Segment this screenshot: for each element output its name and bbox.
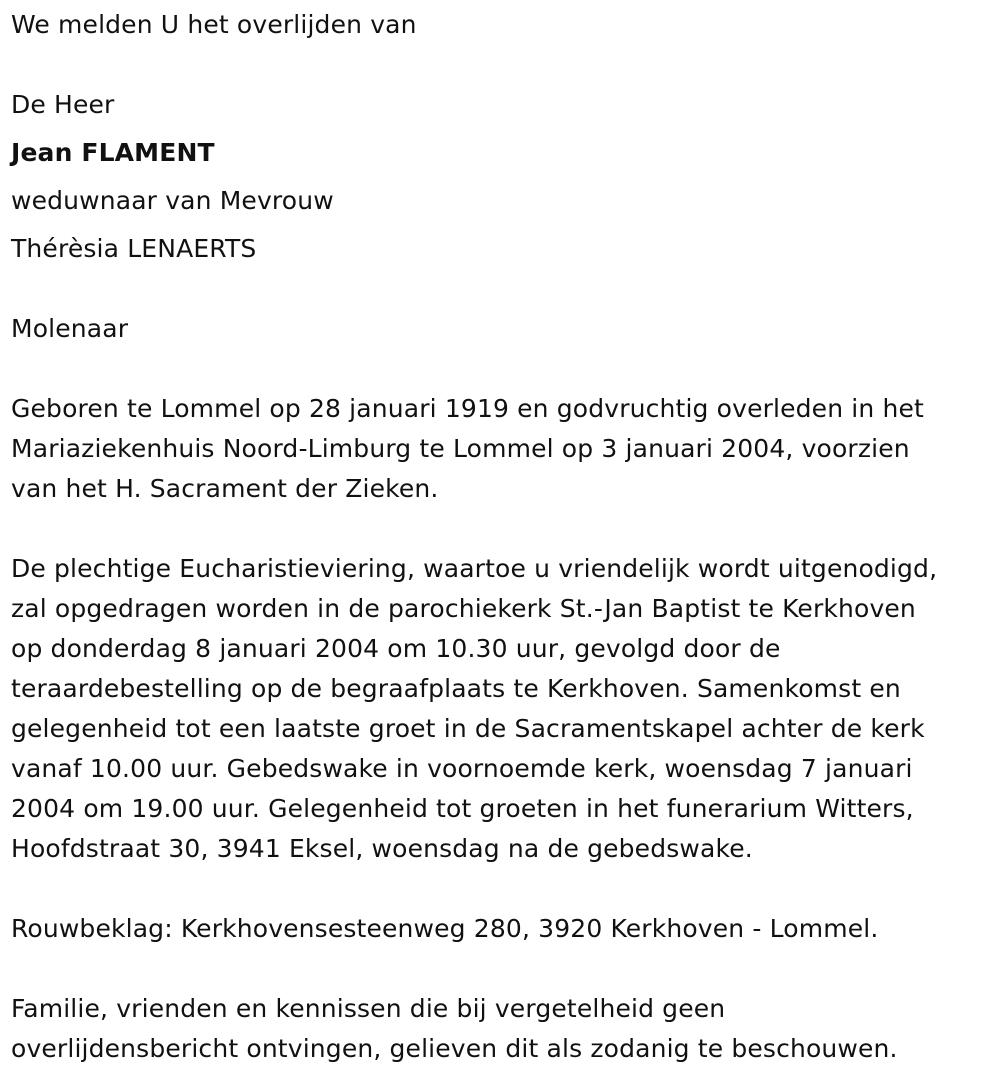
intro-text: We melden U het overlijden van bbox=[11, 10, 417, 39]
birth-death-line: Mariaziekenhuis Noord-Limburg te Lommel op 3 januari 2004, voorzien bbox=[11, 434, 910, 463]
ceremony-line: vanaf 10.00 uur. Gebedswake in voornoemde kerk, woensdag 7 januari bbox=[11, 754, 913, 783]
ceremony-line: teraardebestelling op de begraafplaats te Kerkhoven. Samenkomst en bbox=[11, 674, 901, 703]
birth-death-line: van het H. Sacrament der Zieken. bbox=[11, 474, 439, 503]
birth-death-line: Geboren te Lommel op 28 januari 1919 en godvruchtig overleden in het bbox=[11, 394, 924, 423]
ceremony-line: 2004 om 19.00 uur. Gelegenheid tot groeten in het funerarium Witters, bbox=[11, 794, 914, 823]
ceremony-line: Hoofdstraat 30, 3941 Eksel, woensdag na de gebedswake. bbox=[11, 834, 753, 863]
ceremony-line: zal opgedragen worden in de parochiekerk St.-Jan Baptist te Kerkhoven bbox=[11, 594, 916, 623]
deceased-title: De Heer bbox=[11, 90, 115, 119]
ceremony-line: De plechtige Eucharistieviering, waartoe u vriendelijk wordt uitgenodigd, bbox=[11, 554, 938, 583]
occupation: Molenaar bbox=[11, 314, 129, 343]
condolence-address: Rouwbeklag: Kerkhovensesteenweg 280, 3920 Kerkhoven - Lommel. bbox=[11, 914, 879, 943]
ceremony-line: gelegenheid tot een laatste groet in de Sacramentskapel achter de kerk bbox=[11, 714, 925, 743]
ceremony-line: op donderdag 8 januari 2004 om 10.30 uur, gevolgd door de bbox=[11, 634, 781, 663]
closing-line: Familie, vrienden en kennissen die bij vergetelheid geen bbox=[11, 994, 726, 1023]
closing-line: overlijdensbericht ontvingen, gelieven dit als zodanig te beschouwen. bbox=[11, 1034, 898, 1063]
deceased-name: Jean FLAMENT bbox=[11, 138, 215, 167]
spouse-label: weduwnaar van Mevrouw bbox=[11, 186, 334, 215]
spouse-name: Thérèsia LENAERTS bbox=[11, 234, 257, 263]
